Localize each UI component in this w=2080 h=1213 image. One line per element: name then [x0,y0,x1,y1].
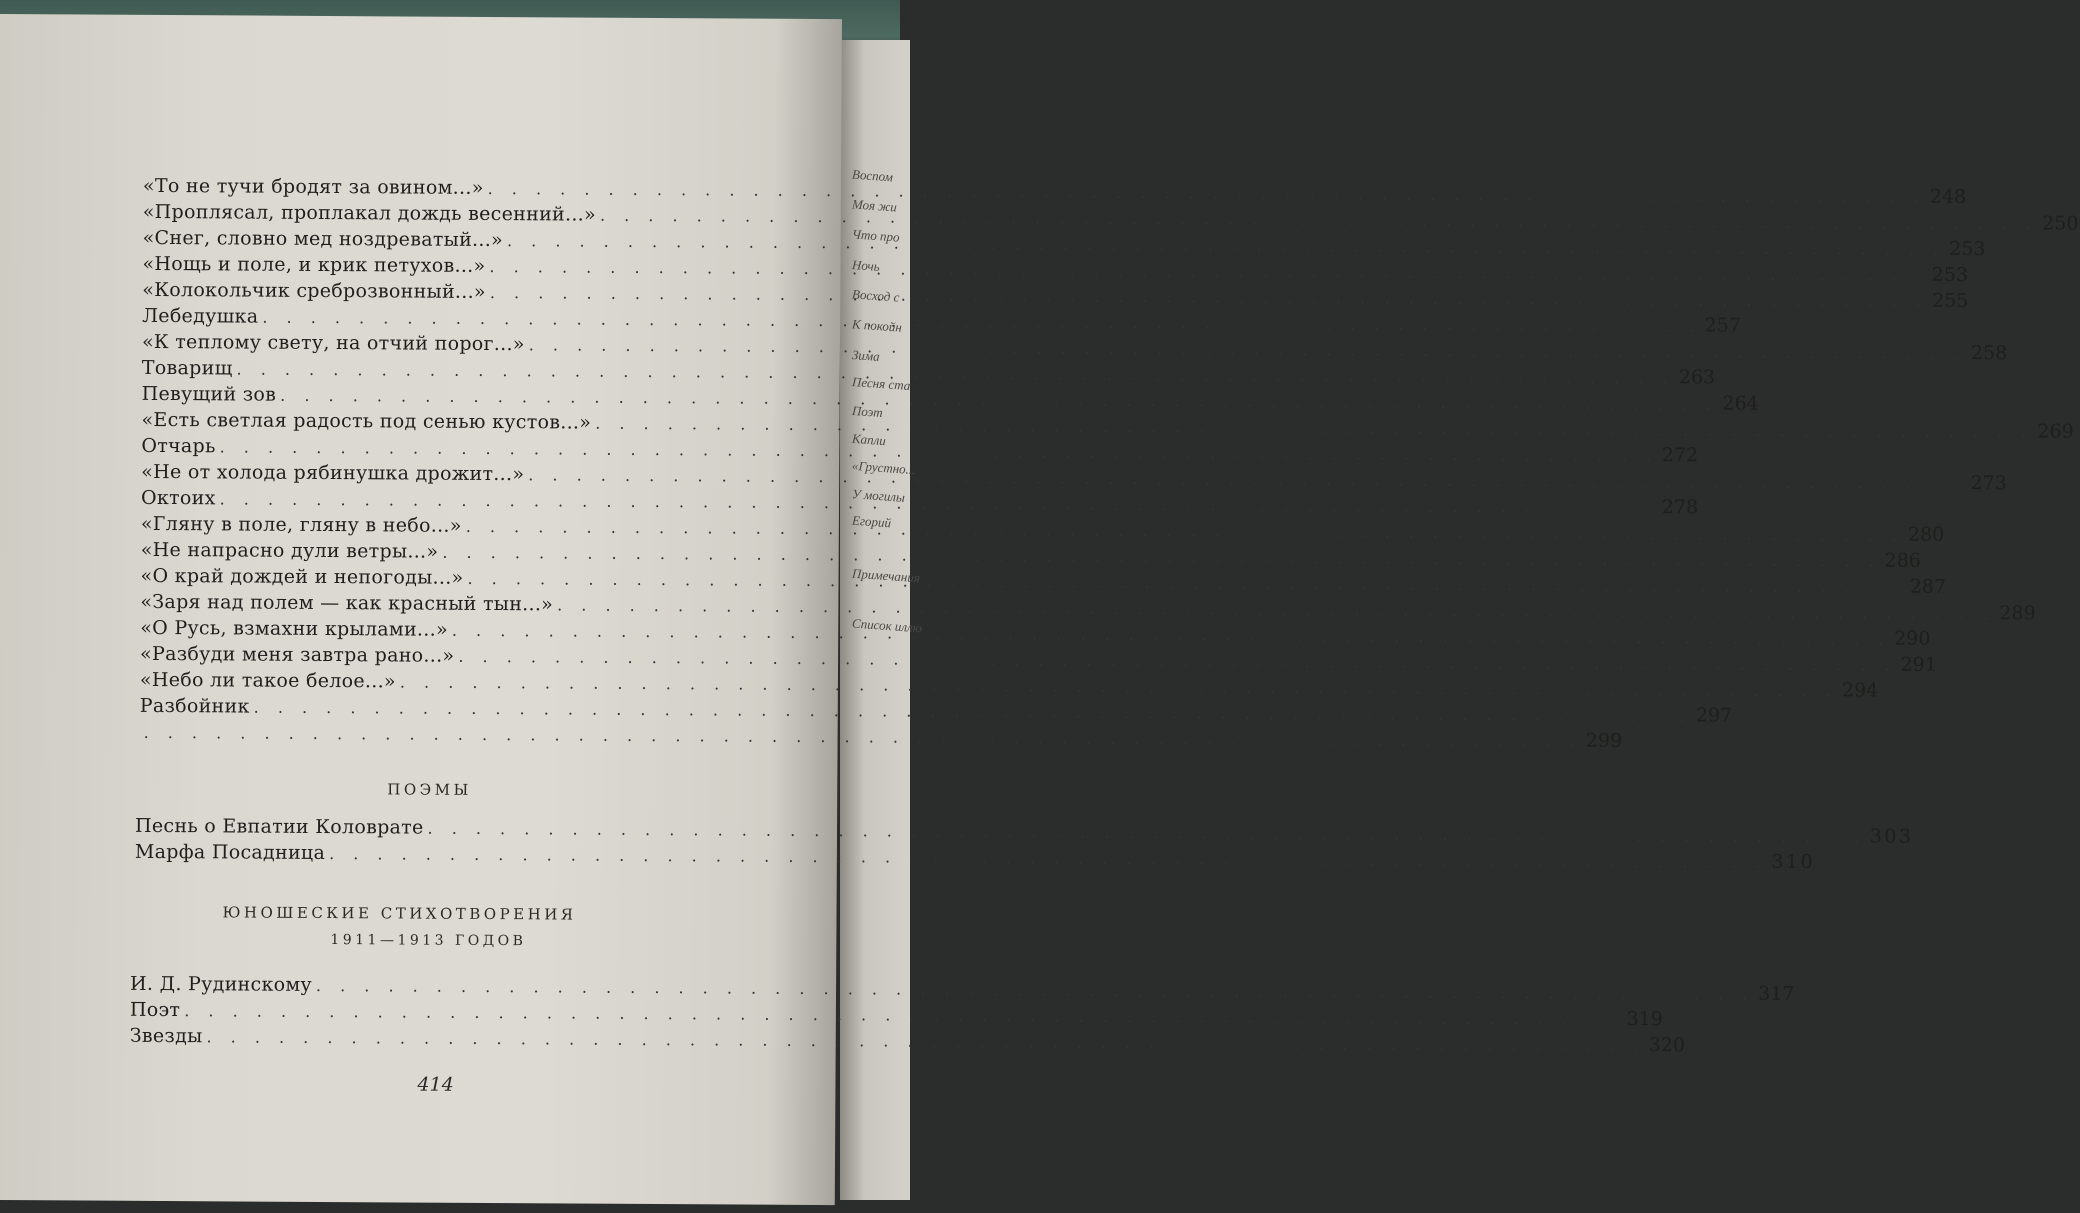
facing-page-fragment: Примечания [851,565,921,586]
leader-dots [427,819,1865,847]
toc-entry-page: 317 [1758,982,1795,1005]
leader-dots [220,489,1658,517]
leader-dots [528,465,1966,493]
toc-entry [139,694,1733,727]
toc-entry-title: «Есть светлая радость под сенью кустов...» [141,408,592,434]
toc-entry-title: «О Русь, взмахни крылами...» [140,616,448,641]
toc-entry-page: 299 [1585,729,1623,752]
facing-page-fragment: Егорий [851,512,892,531]
toc-entry-title: «Небо ли такое белое...» [139,668,396,693]
leader-dots [452,621,1890,649]
toc-entry-page: 253 [1949,237,1986,261]
toc-entry-title: «Не напрасно дули ветры...» [140,538,439,563]
toc-entry-title: Песнь о Евпатии Коловрате [134,814,424,839]
facing-page-fragment: Список иллю [851,615,923,636]
toc-entry-title: «Нощь и поле, и крик петухов...» [142,252,486,277]
toc-entry-page: 250 [2042,212,2079,235]
toc-entry-title: Отчарь [141,434,216,458]
toc-entry-page: 297 [1695,704,1733,727]
toc-entry-title: Марфа Посадница [134,840,326,865]
toc-entry-title: «То не тучи бродят за овином...» [142,174,484,199]
leader-dots [529,335,1967,363]
toc-entry-page: 257 [1704,314,1741,337]
facing-page-fragment: У могилы [851,486,906,505]
toc-entry-page: 280 [1907,523,1945,546]
section-heading-poems: ПОЭМЫ [387,780,472,799]
toc-entry-page: 253 [1931,263,1969,287]
toc-entry-page: 264 [1722,392,1759,415]
facing-page-fragment: Что про [851,226,901,245]
leader-dots [316,976,1754,1004]
toc-entry-page: 287 [1909,575,1947,598]
leader-dots [280,386,1718,414]
toc-entry [134,814,1914,848]
toc-entry-title: Поэт [129,998,181,1022]
toc-entry-page: 289 [1999,602,2036,625]
toc-entry-title: Певущий зов [141,382,277,406]
leader-dots [458,647,1896,675]
toc-entry [130,972,1795,1005]
toc-entry [140,590,2036,625]
facing-page-fragment: Восход с [851,286,900,305]
facing-page-fragment: Капли [851,430,887,449]
leader-dots [490,283,1928,311]
toc-entry-page: 248 [1929,185,1967,209]
toc-entry-title: «К теплому свету, на отчий порог...» [141,330,525,356]
toc-entry-page: 294 [1842,679,1879,702]
leader-dots [489,257,1927,285]
toc-entry-page: 286 [1884,549,1921,572]
facing-page-fragment: Зима [851,347,881,364]
facing-page-fragment: «Грустно... [851,457,916,478]
toc-entry [140,721,1623,752]
leader-dots [595,414,2033,442]
toc-entry-title: «Колокольчик среброзвонный...» [142,278,486,303]
facing-page-fragment: Поэт [851,402,884,421]
leader-dots [220,437,1658,465]
toc-entry-title: Лебедушка [142,304,259,328]
facing-page-fragment: Моя жи [851,196,898,215]
toc-entry-page: 310 [1771,850,1816,874]
toc-entry-title: «Не от холода рябинушка дрожит...» [141,460,525,486]
leader-dots [507,231,1945,259]
toc-entry-page: 320 [1648,1034,1686,1057]
toc-entry-page: 273 [1970,472,2007,495]
toc-entry-title: «Заря над полем — как красный тын...» [140,590,554,616]
toc-entry [129,1024,1686,1057]
toc-entry-title: «Проплясал, проплакал дождь весенний...» [142,200,597,226]
facing-page-fragment: К покойн [851,316,903,335]
toc-entry-page: 263 [1678,366,1716,389]
toc-entry-title: «Гляну в поле, гляну в небо...» [140,512,462,537]
leader-dots [467,569,1905,597]
toc-entry [134,840,1816,874]
facing-page-fragment: Ночь [851,257,881,274]
leader-dots [400,672,1838,700]
toc-entry-title: «Разбуди меня завтра рано...» [140,642,455,667]
toc-entry-page: 272 [1661,444,1699,467]
toc-entry-page: 291 [1900,653,1937,676]
leader-dots [488,179,1926,207]
toc-entry-page: 290 [1894,627,1931,650]
page-number: 414 [417,1073,454,1096]
toc-entry-title: И. Д. Рудинскому [130,972,313,996]
leader-dots [262,308,1700,336]
toc-entry-page: 319 [1626,1007,1663,1031]
leader-dots [442,543,1880,571]
section-subheading-years: 1911—1913 ГОДОВ [330,932,527,950]
toc-entry-title: Звезды [129,1024,203,1048]
section-heading-youth: ЮНОШЕСКИЕ СТИХОТВОРЕНИЯ [222,903,577,924]
toc-entry [140,642,1937,676]
toc-entry-page: 255 [1932,289,1969,313]
leader-dots [254,698,1692,726]
toc-entry-page: 303 [1869,825,1914,848]
toc-entry [140,538,1921,572]
toc-entry-page: 269 [2037,420,2074,443]
leader-dots [600,206,2038,234]
toc-entry [129,998,1663,1031]
toc-entry-page: 258 [1970,342,2008,365]
leader-dots [466,517,1904,545]
toc-entry [139,668,1879,702]
toc-entry-title: Товарищ [141,356,233,380]
toc-entry-title: Октоих [140,486,216,510]
leader-dots [237,359,1675,387]
facing-page-fragment: Воспом [851,166,894,185]
toc-entry-title: «Снег, словно мед ноздреватый...» [142,226,504,252]
toc-entry-page: 278 [1661,496,1699,519]
facing-page-fragment: Песня ста [851,373,911,394]
leader-dots [557,595,1995,623]
toc-entry-title: Разбойник [139,694,250,718]
leader-dots [206,1027,1644,1055]
leader-dots [329,844,1767,872]
toc-entry-title: «О край дождей и непогоды...» [140,564,464,589]
